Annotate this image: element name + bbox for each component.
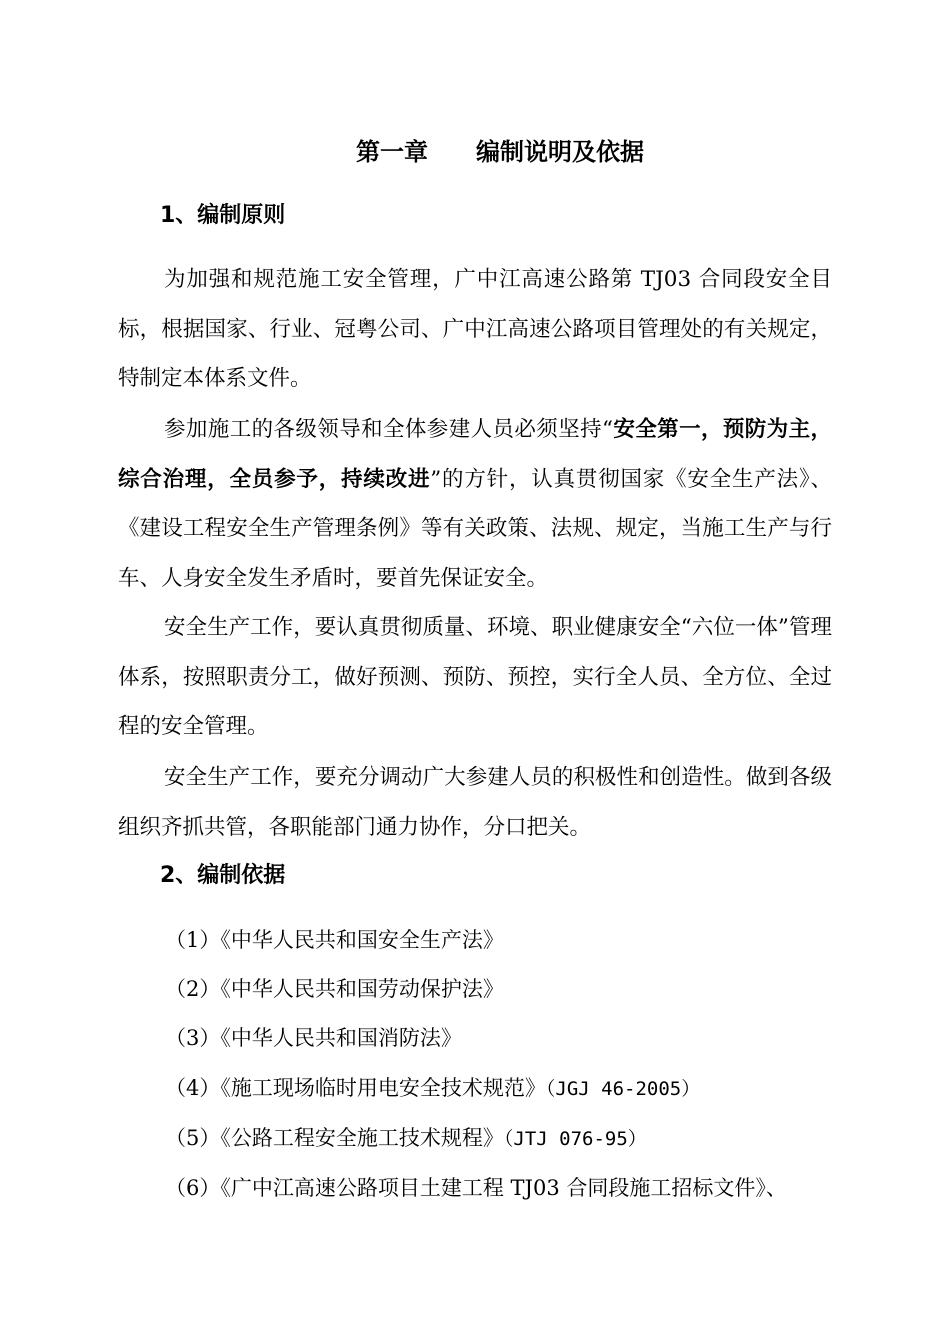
reference-item: [165, 1022, 462, 1055]
chapter-title: 第一章 编制说明及依据: [356, 138, 644, 166]
paragraph-management-system: 安全生产工作，要认真贯彻质量、环境、职业健康安全“六位一体”管理体系，按照职责分工，做好预测、预防、预控，实行全人员、全方位、全过程的安全管理。: [118, 615, 832, 739]
paragraph-safety-policy: [118, 405, 832, 603]
reference-item: [165, 1072, 700, 1105]
section-heading-basis: 2、编制依据: [160, 863, 286, 888]
reference-number: （2）: [165, 977, 221, 1001]
reference-number: （5）: [165, 1126, 221, 1150]
reference-item: [165, 924, 504, 957]
reference-item: [165, 973, 504, 1006]
reference-number: （4）: [165, 1076, 221, 1100]
safety-policy-slogan: 安全第一，预防为主，综合治理，全员参予，持续改进: [118, 417, 832, 492]
reference-code: （JGJ 46-2005）: [545, 1078, 701, 1100]
reference-number: （6）: [165, 1176, 221, 1200]
reference-title: 《中华人民共和国消防法》: [220, 1026, 462, 1050]
paragraph-safety-policy-tail: ”的方针，认真贯彻国家《安全生产法》、《建设工程安全生产管理条例》等有关政策、法规、规定，当施工生产与行车、人身安全发生矛盾时，要首先保证安全。: [118, 466, 832, 591]
reference-number: （1）: [165, 928, 221, 952]
reference-title: 《施工现场临时用电安全技术规范》: [220, 1076, 546, 1100]
reference-title: 《中华人民共和国安全生产法》: [220, 928, 504, 952]
reference-code: （JTJ 076-95）: [503, 1128, 647, 1150]
section-heading-principles: 1、编制原则: [160, 203, 286, 228]
reference-title: 《中华人民共和国劳动保护法》: [220, 977, 504, 1001]
reference-number: （3）: [165, 1026, 221, 1050]
paragraph-purpose: 为加强和规范施工安全管理，广中江高速公路第 TJ03 合同段安全目标，根据国家、行业、冠粤公司、广中江高速公路项目管理处的有关规定，特制定本体系文件。: [118, 267, 832, 391]
reference-title: 《广中江高速公路项目土建工程 TJ03 合同段施工招标文件》、: [220, 1176, 787, 1200]
paragraph-safety-policy-lead: 参加施工的各级领导和全体参建人员必须坚持“: [164, 417, 613, 442]
reference-item: [165, 1172, 787, 1205]
reference-item: [165, 1122, 647, 1155]
reference-title: 《公路工程安全施工技术规程》: [220, 1126, 504, 1150]
paragraph-participation: 安全生产工作，要充分调动广大参建人员的积极性和创造性。做到各级组织齐抓共管，各职能部门通力协作，分口把关。: [118, 765, 832, 840]
